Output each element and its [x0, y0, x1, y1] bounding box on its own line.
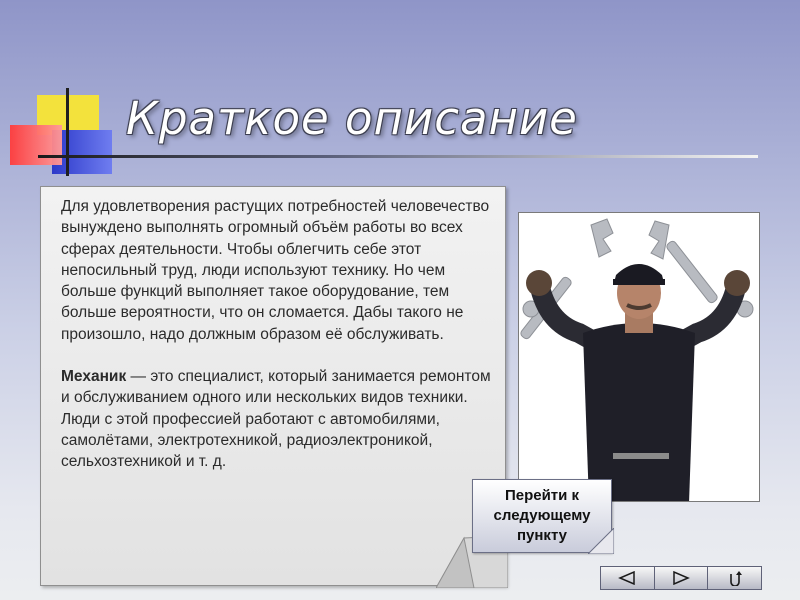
decor-vertical-line — [66, 88, 69, 176]
decor-red-square — [10, 125, 62, 165]
title-underline — [38, 155, 758, 158]
description-text — [61, 196, 497, 473]
next-section-button[interactable]: Перейти к следующему пункту — [472, 479, 612, 553]
description-paragraph-1: Для удовлетворения растущих потребностей человечество вынуждено выполнять огромный объём работы во всех сферах деятельности. Чтобы облегчить себе этот непосильный труд, люди используют технику. Но чем больше функций выполняет такое оборудование, тем больше вероятности, что он сломается. Дабы такого не произошло, надо должным образом её обслуживать. — [61, 198, 490, 343]
slide-navigation — [600, 566, 762, 590]
return-button[interactable] — [707, 567, 761, 589]
triangle-left-icon — [618, 571, 636, 585]
next-button-page-fold — [588, 528, 614, 554]
mechanic-photo — [518, 212, 760, 502]
mechanic-definition: — это специалист, который занимается ремонтом и обслуживанием одного или нескольких видов техники. Люди с этой профессией работают с автомобилями, самолётами, электротехникой, радиоэлектроникой, сельхозтехникой и т. д. — [61, 368, 491, 471]
next-slide-button[interactable] — [654, 567, 708, 589]
mechanic-illustration — [519, 213, 759, 501]
description-paragraph-2 — [61, 366, 497, 472]
mechanic-term: Механик — [61, 368, 127, 386]
previous-slide-button[interactable] — [601, 567, 654, 589]
return-arrow-icon — [726, 570, 744, 586]
page-title: Краткое описание — [126, 92, 578, 145]
triangle-right-icon — [672, 571, 690, 585]
